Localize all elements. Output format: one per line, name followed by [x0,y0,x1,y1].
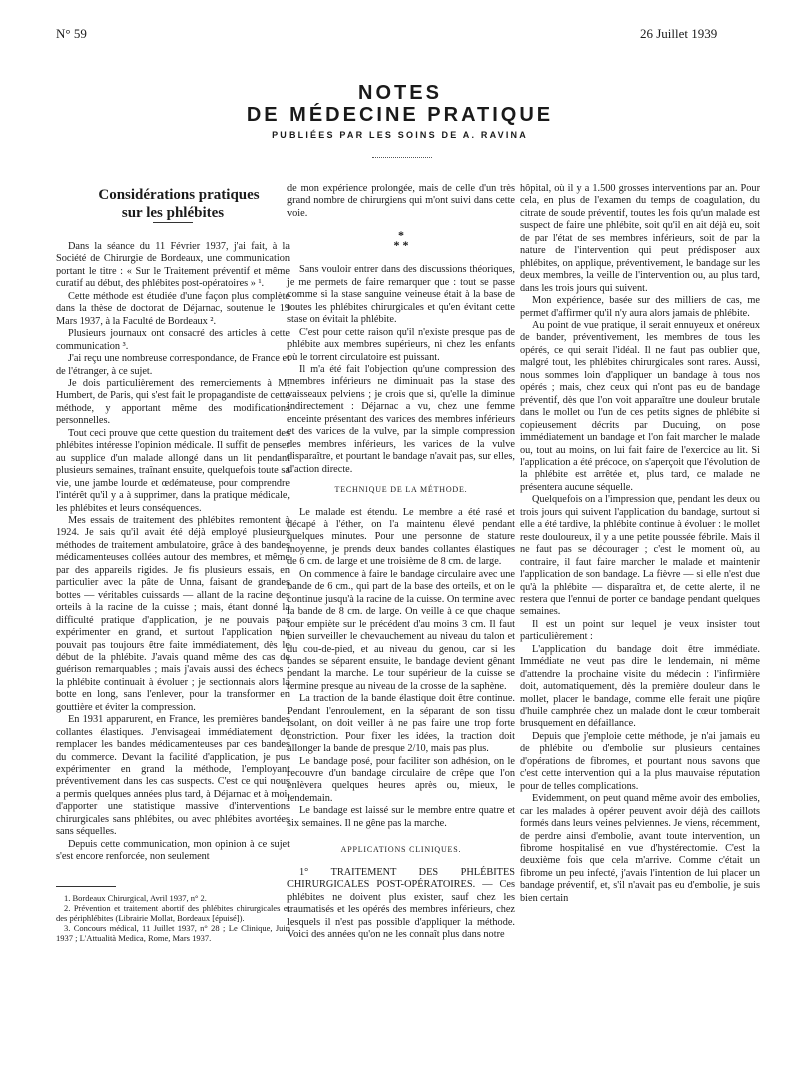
section-heading-applications: APPLICATIONS CLINIQUES. [340,845,462,855]
column-3 [520,183,760,905]
article-title-line1: Considérations pratiques [98,187,260,203]
paragraph: Le bandage posé, pour faciliter son adhésion, on le recouvre d'un bandage circulaire de crêpe que l'on enlèvera quelques heures après ou, mieux, le lendemain. [287,755,515,804]
footnote: 1. Bordeaux Chirurgical, Avril 1937, n° 2. [64,892,207,903]
paragraph: C'est pour cette raison qu'il n'existe presque pas de phlébite aux membres supérieurs, ni chez les enfants où le torrent circulatoire est puissant. [287,326,515,363]
paragraph: J'ai reçu une nombreuse correspondance, de France et de l'étranger, à ce sujet. [56,353,290,377]
paragraph: Depuis cette communication, mon opinion à ce sujet s'est encore renforcée, non seulement [56,838,290,863]
paragraph: Le malade est étendu. Le membre a été rasé et décapé à l'éther, on l'a maintenu élevé pendant quelques minutes. Pour une personne de stature moyenne, je prends deux bandes collantes élastiques de 6 cm. de large et une troisième de 8 cm. de large. [287,506,515,568]
paragraph: Evidemment, on peut quand même avoir des embolies, car les malades à opérer peuvent avoir déjà des caillots formés dans leurs veines pelviennes. Je viens, récemment, de perdre ainsi d'embolie, avant toute intervention, un fibrome hospitalisé en vue d'hystérectomie. C'est la deuxième fois que cela m'arrive. Comme c'était un fibrome un peu infecté, j'avais l'intention de lui placer un bandage préventif, et, s'il n'avait pas eu d'embolie, je suis bien certain [520,793,760,904]
section-heading-technique: TECHNIQUE DE LA MÉTHODE. [334,485,468,495]
title-divider [372,157,432,158]
issue-date: 26 Juillet 1939 [640,26,718,41]
journal-title-line2: DE MÉDECINE PRATIQUE [246,104,554,126]
paragraph: On commence à faire le bandage circulaire avec une bande de 6 cm., qui part de la base des orteils, et on le continue jusqu'à la racine de la cuisse. On termine avec la bande de 8 cm. de large. On veille à ce que chaque tour empiète sur le précédent d'au moins 3 cm. Il faut bien surveiller le chevauchement au niveau du talon et du cou-de-pied, et au niveau du genou, car si les bandes se séparent ensuite, le bandage devient gênant pendant la marche. Le tour supérieur de la cuisse se termine presque au niveau de la crosse de la saphène. [287,568,515,692]
article-title-line2: sur les phlébites [121,205,225,221]
paragraph: Sans vouloir entrer dans des discussions théoriques, je me permets de faire remarquer que : tout se passe comme si la stase sanguine veineuse était à la base de toutes les phlébites chirurgicales et qu'en évitant cette stase on évitait la phlébite. [287,264,515,326]
paragraph: Mon expérience, basée sur des milliers de cas, me permet d'affirmer qu'il n'y aura alors jamais de phlébite. [520,295,760,319]
footnote: 2. Prévention et traitement abortif des phlébites chirurgicales et des périphlébites (Librairie Mollat, Bordeaux [épuisé]). [56,902,290,923]
paragraph: Tout ceci prouve que cette question du traitement des phlébites intéresse l'opinion médicale. Il suffit de penser au supplice d'un malade allongé dans un lit pendant plusieurs semaines, traînant ensuite, quelquefois toute sa vie, une jambe lourde et œdémateuse, pour comprendre l'intérêt qu'il y a à supprimer, dans la pratique médicale, les phlébites et leurs conséquences. [56,427,290,514]
paragraph: Le bandage est laissé sur le membre entre quatre et six semaines. Il ne gêne pas la marche. [287,805,515,829]
journal-title-line1: NOTES [358,82,442,104]
paragraph: Depuis que j'emploie cette méthode, je n'ai jamais eu de phlébite ou d'embolie sur plusieurs centaines d'opérations de fibromes, et pourtant nous savons que c'est cette intervention qui a la plus mauvaise réputation pour de telles complications. [520,730,760,792]
article-title [56,186,290,222]
paragraph: Quelquefois on a l'impression que, pendant les deux ou trois jours qui suivent l'application du bandage, surtout si elle a été tardive, la phlébite continue à évoluer : le mollet reste douloureux, il y a une petite poussée fébrile. Mais il ne faut pas se décourager ; c'est le moment où, au contraire, il faut faire marcher le malade et maintenir l'application de son bandage. La fièvre — si elle n'est due qu'à la phlébite — disparaîtra et, de cette alerte, il ne restera que l'ennui de porter ce bandage pendant quelques semaines. [520,494,760,618]
column-1 [56,186,290,943]
paragraph: Dans la séance du 11 Février 1937, j'ai fait, à la Société de Chirurgie de Bordeaux, une communication portant le titre : « Sur le Traitement préventif et même curatif au début, des phlébites post-opératoires » ¹. [56,241,290,290]
paragraph: Il m'a été fait l'objection qu'une compression des membres inférieurs ne diminuait pas la stase des vaisseaux pelviens ; je crois que si, qu'elle la diminue indirectement : Déjarnac a vu, chez une femme enceinte présentant des varices des membres inférieurs et des varices de la vulve, par la simple compression des membres inférieurs, les varices de la vulve disparaître, et pourtant le bandage n'avait pas, sur elles, d'action directe. [287,363,515,475]
paragraph: Au point de vue pratique, il serait ennuyeux et onéreux de bander, préventivement, les membres de tous les opérés, ce qui serait l'idéal. Il ne faut pas oublier que, malgré tout, les phlébites chirurgicales sont rares. Aussi, nous sommes loin d'appliquer un bandage à tous nos opérés ; mais, chez ceux qui n'ont pas eu de bandage préventif, dès que l'on voit apparaître une douleur brutale dans le mollet ou l'un de ces petits signes de phlébite si copieusement décrits par Ducuing, on pose immédiatement un bandage et l'on fait marcher le malade ou, tout au moins, on lui fait faire de l'exercice au lit. Si l'application a été précoce, on s'aperçoit que l'évolution de la phlébite est arrêtée et, plus tard, ce malade ne présentera aucune séquelle. [520,319,760,493]
section-stars: * * * [393,228,409,253]
paragraph: Mes essais de traitement des phlébites remontent à 1924. Je sais qu'il avait été déjà employé plusieurs méthodes de traitement ambulatoire, grâce à des bandes médicamenteuses collées autour des membres, et même par des appareils rigides. Je fis plusieurs essais, en particulier avec la pâte de Unna, faisant de grandes bottes — véritables cuissards — allant de la racine des orteils à la racine de la cuisse ; mais, étant donné la difficulté pratique d'application, je ne pouvais pas expérimenter en grand, et surtout l'application ne pouvait pas toujours être faite immédiatement, dès le début de la phlébite. J'avais quand même des cas de guérison remarquables ; mais j'avais aussi des échecs : la phlébite continuait à évoluer ; je sectionnais alors la botte en long, sans l'enlever, pour la transformer en gouttière et éviter la compression. [56,514,290,713]
paragraph: En 1931 apparurent, en France, les premières bandes collantes élastiques. J'envisageai immédiatement de remplacer les bandes médicamenteuses par ces bandes du commerce. Devant la facilité d'application, je pus expérimenter en grand la méthode, l'employant préventivement dans les cas suspects. C'est ce qui nous a permis quelques années plus tard, à Déjarnac et à moi, d'apporter une statistique massive d'interventions chirurgicales sans phlébites, ou avec phlébites avortées sans séquelles. [56,714,290,838]
paragraph: Cette méthode est étudiée d'une façon plus complète dans la thèse de doctorat de Déjarnac, soutenue le 19 Mars 1937, à la Faculté de Bordeaux ². [56,290,290,327]
paragraph: L'application du bandage doit être immédiate. Immédiate ne veut pas dire le lendemain, ni même d'attendre la prochaine visite du médecin : l'infirmière doit, automatiquement, dès la première douleur dans le mollet, placer le bandage, comme elle ferait une piqûre d'huile camphrée chez un malade dont le cœur tomberait brusquement en défaillance. [520,643,760,730]
footnote-rule [56,886,116,887]
article-title-rule [153,222,193,223]
paragraph: Je dois particulièrement des remerciements à M. Humbert, de Paris, qui s'est fait le propagandiste de cette méthode, y apportant même des modifications personnelles. [56,377,290,427]
paragraph: Plusieurs journaux ont consacré des articles à cette communication ³. [56,328,290,352]
column-2 [287,183,515,941]
footnote: 3. Concours médical, 11 Juillet 1937, n° 28 ; Le Clinique, Juin 1937 ; L'Attualità Medica, Rome, Mars 1937. [56,922,290,943]
paragraph: hôpital, où il y a 1.500 grosses interventions par an. Pour cela, en plus de l'examen du temps de coagulation, du citrate de soude préventif, toutes les fois qu'un malade est suspect de faire une phlébite, soit qu'il en ait déjà eu, soit de par l'état de ses membres inférieurs, soit de par la nature de l'intervention qui peut prédisposer aux phlébites, on applique, préventivement, le bandage sur les deux membres, la veille de l'intervention ou, au plus tard, dans les trois jours qui suivent. [520,183,760,294]
footnotes [56,893,290,943]
paragraph: Il est un point sur lequel je veux insister tout particulièrement : [520,618,760,643]
journal-subtitle: PUBLIÉES PAR LES SOINS DE A. RAVINA [272,130,528,140]
paragraph: 1° TRAITEMENT DES PHLÉBITES CHIRURGICALES POST-OPÉRATOIRES. — Ces phlébites ne doivent plus exister, sauf chez les traumatisés et les opérés des membres inférieurs, chez lesquels il n'est pas possible d'appliquer la méthode. Voici des années qu'on ne les connaît plus dans notre [287,866,515,941]
paragraph: La traction de la bande élastique doit être continue. Pendant l'enroulement, en la séparant de son tissu isolant, on doit veiller à ne pas faire une trop forte constriction. Pour fixer les idées, la traction doit allonger la bande de presque 2/10, mais pas plus. [287,693,515,755]
issue-number: N° 59 [56,26,87,41]
paragraph: de mon expérience prolongée, mais de celle d'un très grand nombre de chirurgiens qui m'ont suivi dans cette voie. [287,183,515,219]
